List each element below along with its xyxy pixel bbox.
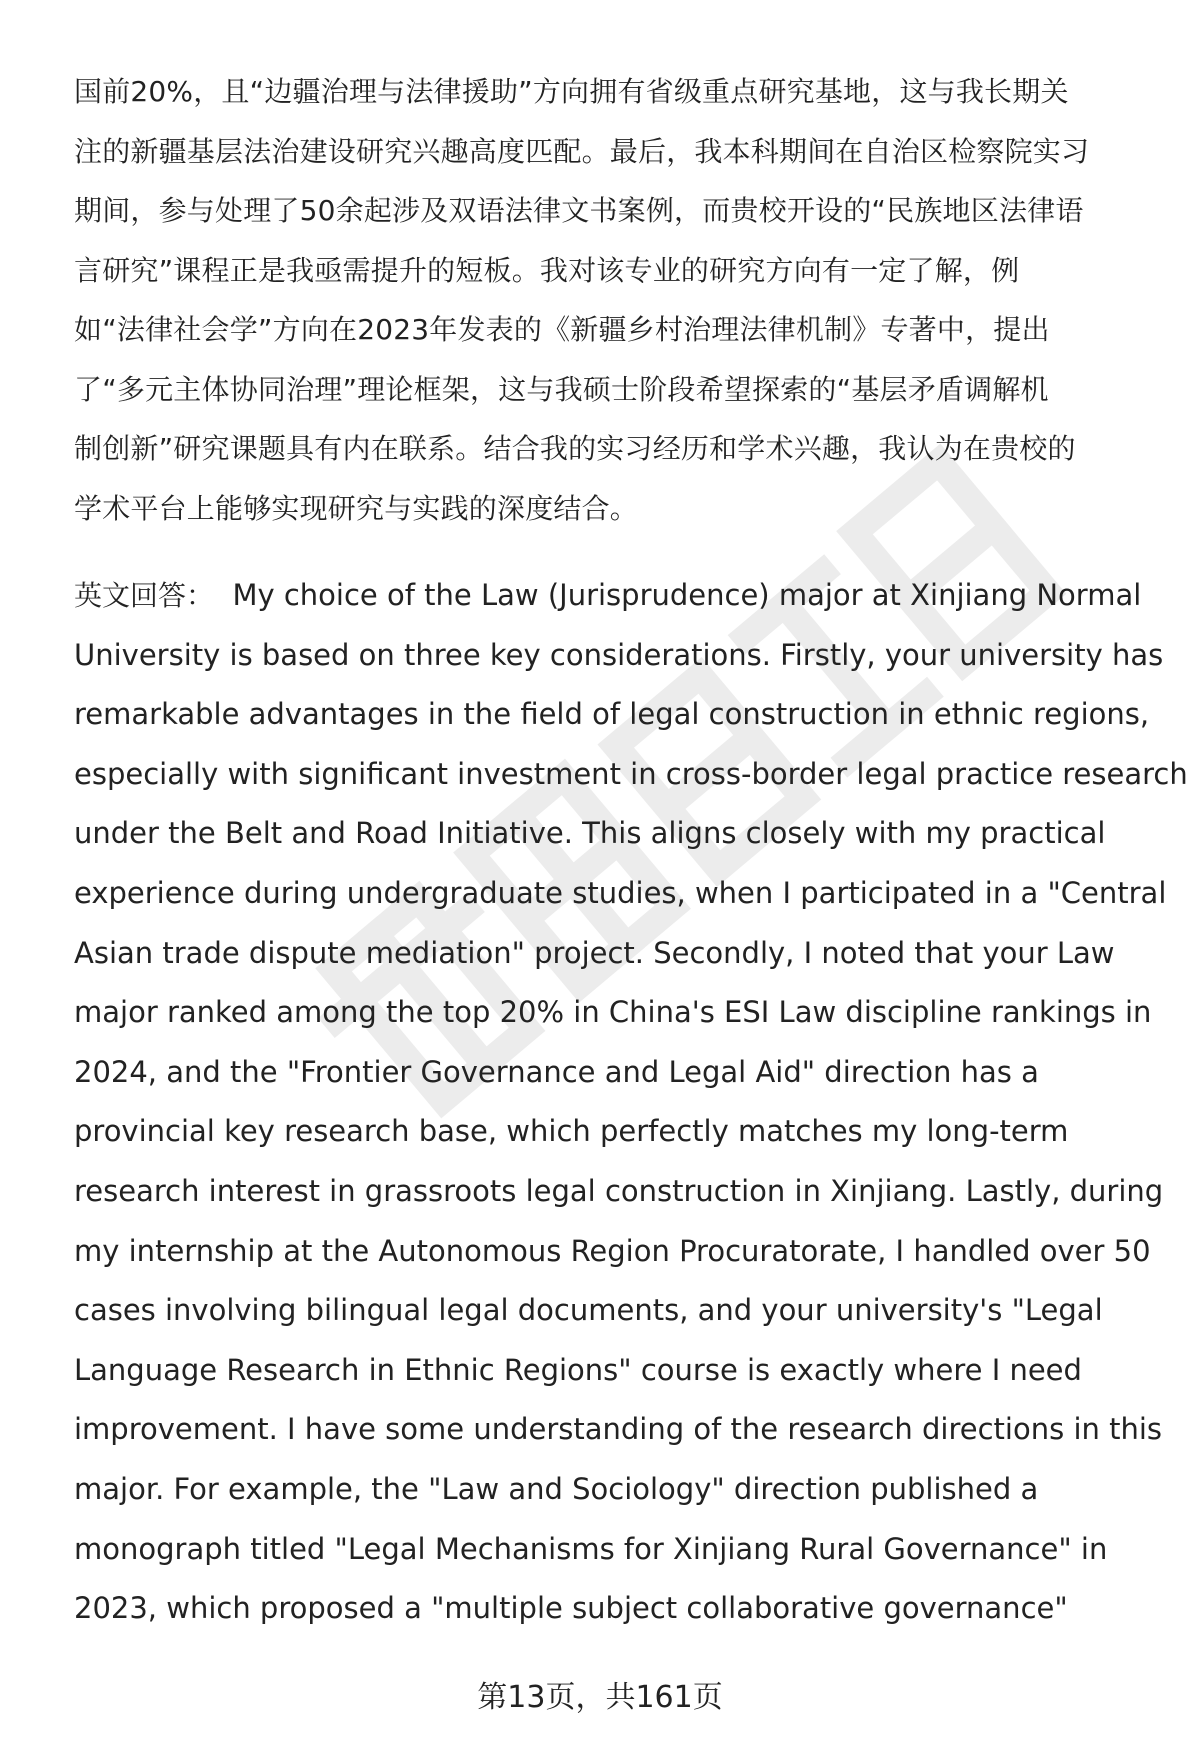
paragraph-line: remarkable advantages in the field of legal construction in ethnic regions, <box>74 697 1150 732</box>
paragraph-line: monograph titled "Legal Mechanisms for Xinjiang Rural Governance" in <box>74 1531 1108 1566</box>
paragraph-line: 国前20%，且“边疆治理与法律援助”方向拥有省级重点研究基地，这与我长期关 <box>74 75 1069 108</box>
paragraph-line: 言研究”课程正是我亟需提升的短板。我对该专业的研究方向有一定了解，例 <box>74 253 1020 287</box>
paragraph-line: cases involving bilingual legal documents, and your university's "Legal <box>74 1293 1103 1328</box>
paragraph-line: especially with significant investment in cross-border legal practice research <box>74 756 1188 791</box>
paragraph-line: research interest in grassroots legal construction in Xinjiang. Lastly, during <box>74 1173 1164 1208</box>
paragraph-line: 2023, which proposed a "multiple subject collaborative governance" <box>74 1591 1068 1626</box>
paragraph-line: my internship at the Autonomous Region Procuratorate, I handled over 50 <box>74 1233 1151 1268</box>
paragraph-line: provincial key research base, which perfectly matches my long-term <box>74 1114 1069 1149</box>
english-answer-paragraph <box>74 566 1188 1639</box>
paragraph-line: 期间，参与处理了50余起涉及双语法律文书案例，而贵校开设的“民族地区法律语 <box>74 194 1084 227</box>
paragraph-line: 如“法律社会学”方向在2023年发表的《新疆乡村治理法律机制》专著中，提出 <box>74 313 1050 346</box>
paragraph-line: 学术平台上能够实现研究与实践的深度结合。 <box>74 491 639 525</box>
paragraph-line: experience during undergraduate studies, when I participated in a "Central <box>74 875 1167 910</box>
paragraph-line <box>74 566 1154 626</box>
paragraph-line: 2024, and the "Frontier Governance and Legal Aid" direction has a <box>74 1054 1039 1089</box>
english-answer-label: 英文回答： <box>74 579 215 612</box>
paragraph-line: improvement. I have some understanding of the research directions in this <box>74 1412 1163 1447</box>
paragraph-line: 注的新疆基层法治建设研究兴趣高度匹配。最后，我本科期间在自治区检察院实习 <box>74 134 1090 168</box>
paragraph-line: major ranked among the top 20% in China's ESI Law discipline rankings in <box>74 995 1152 1030</box>
paragraph-line: major. For example, the "Law and Sociology" direction published a <box>74 1471 1039 1506</box>
paragraph-line: 了“多元主体协同治理”理论框架，这与我硕士阶段希望探索的“基层矛盾调解机 <box>74 372 1049 406</box>
paragraph-line: Language Research in Ethnic Regions" course is exactly where I need <box>74 1352 1082 1387</box>
document-page <box>74 62 1188 1639</box>
paragraph-line: University is based on three key considerations. Firstly, your university has <box>74 637 1164 672</box>
paragraph-line: Asian trade dispute mediation" project. Secondly, I noted that your Law <box>74 935 1115 970</box>
page-number-footer: 第13页，共161页 <box>477 1680 723 1715</box>
paragraph-line: under the Belt and Road Initiative. This aligns closely with my practical <box>74 816 1106 851</box>
chinese-paragraph <box>74 62 1154 538</box>
english-answer-text: My choice of the Law (Jurisprudence) major at Xinjiang Normal <box>232 578 1142 612</box>
paragraph-line: 制创新”研究课题具有内在联系。结合我的实习经历和学术兴趣，我认为在贵校的 <box>74 432 1076 465</box>
